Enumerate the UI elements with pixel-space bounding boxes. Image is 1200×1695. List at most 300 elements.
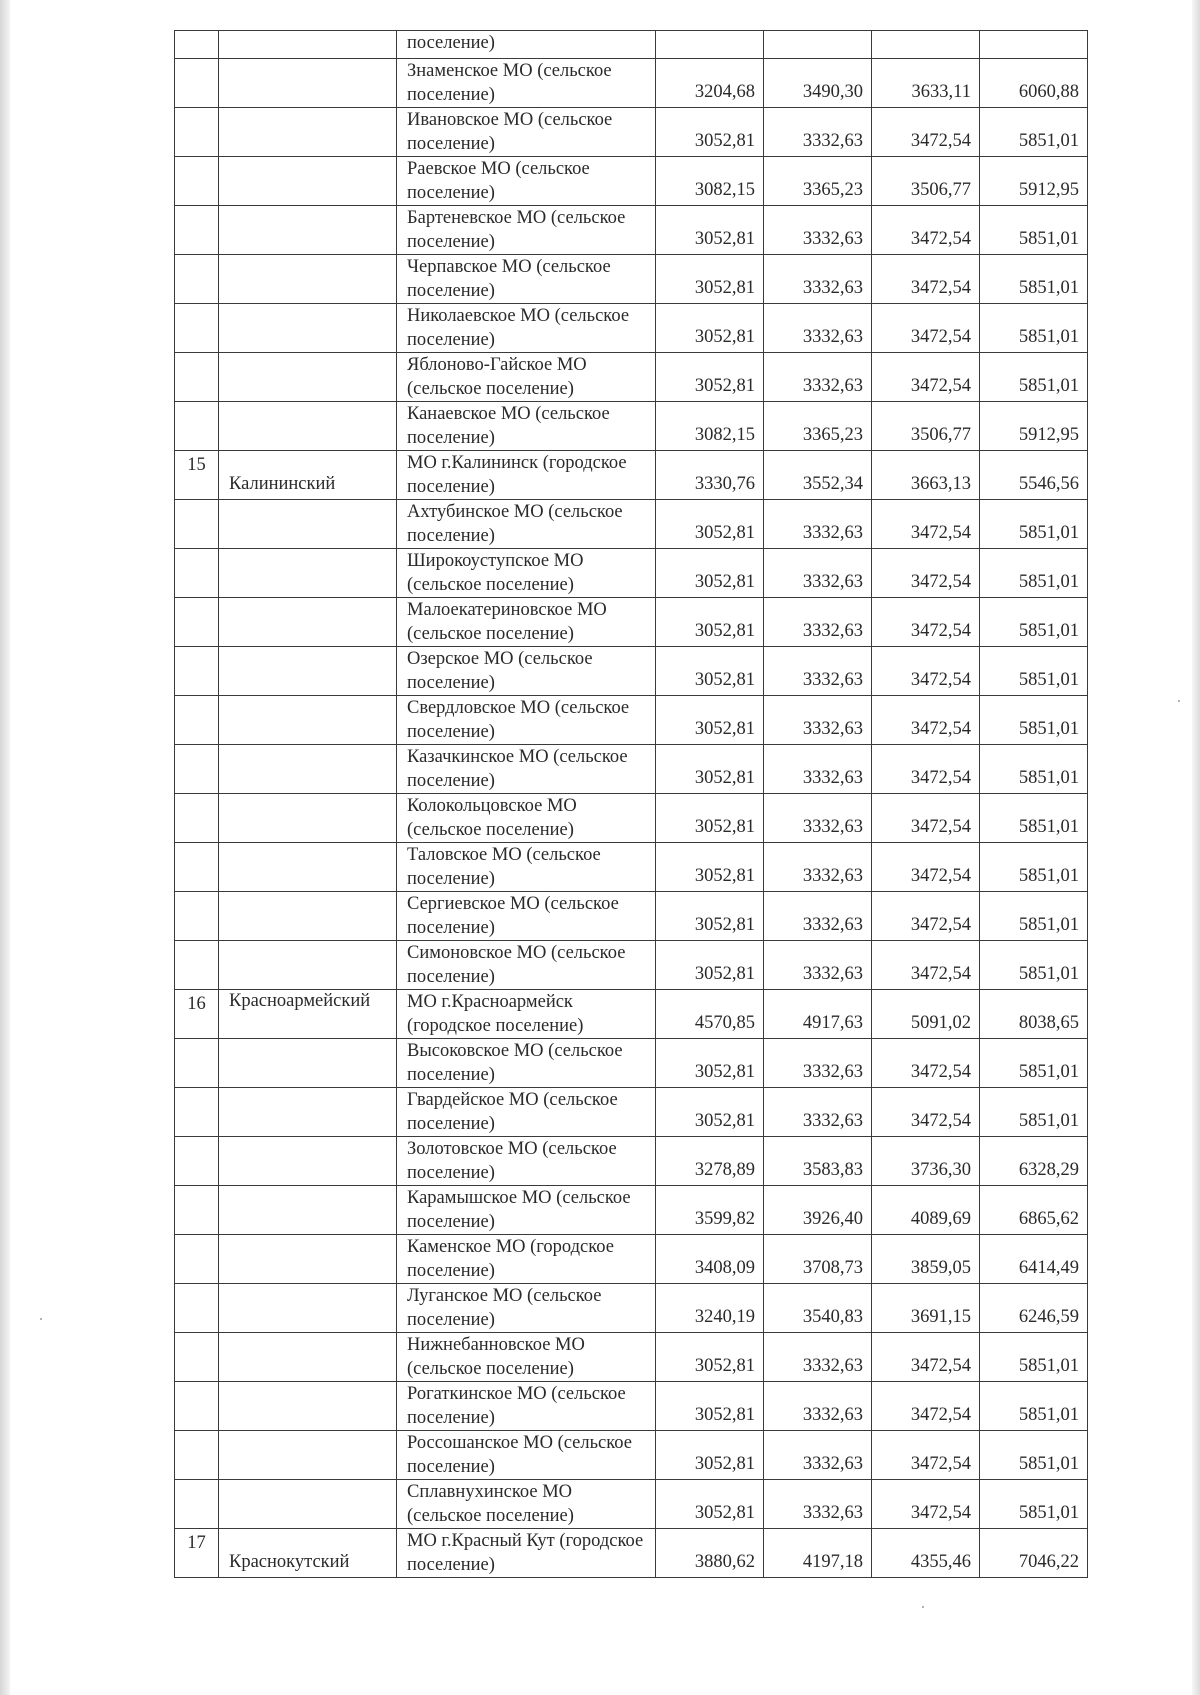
value-text-4: 5546,56 [1018, 474, 1079, 494]
value-cell-4 [980, 1284, 1088, 1333]
value-text-1: 3052,81 [694, 131, 755, 151]
district-text [219, 1137, 396, 1159]
value-cell-4 [980, 1333, 1088, 1382]
value-text-3: 3472,54 [910, 131, 971, 151]
value-text-3: 3472,54 [910, 1454, 971, 1474]
value-cell-1 [656, 794, 764, 843]
value-cell-1 [656, 941, 764, 990]
municipality-text: Озерское МО (сельское поселение) [407, 649, 593, 693]
district-text [219, 794, 396, 816]
value-text-3: 5091,02 [910, 1013, 971, 1033]
value-text-2: 3332,63 [802, 1454, 863, 1474]
municipality-cell [397, 794, 656, 843]
value-cell-2 [764, 794, 872, 843]
municipality-text: Таловское МО (сельское поселение) [407, 845, 601, 889]
row-number-text [175, 1137, 218, 1141]
table-row [175, 696, 1088, 745]
value-cell-1 [656, 31, 764, 59]
value-text-1: 4570,85 [694, 1013, 755, 1033]
value-text-1: 3052,81 [694, 817, 755, 837]
municipality-cell [397, 1284, 656, 1333]
value-cell-3 [872, 255, 980, 304]
row-number-cell [175, 157, 219, 206]
row-number-text [175, 1382, 218, 1386]
value-cell-3 [872, 647, 980, 696]
value-cell-4 [980, 647, 1088, 696]
value-text-3: 3472,54 [910, 327, 971, 347]
value-text-3: 3472,54 [910, 229, 971, 249]
row-number-cell [175, 1382, 219, 1431]
value-text-1: 3599,82 [694, 1209, 755, 1229]
value-text-4: 5851,01 [1018, 523, 1079, 543]
municipality-text: Бартеневское МО (сельское поселение) [407, 208, 626, 252]
value-text-1: 3052,81 [694, 915, 755, 935]
value-cell-1 [656, 990, 764, 1039]
row-number-text [175, 941, 218, 945]
row-number-text [175, 1235, 218, 1239]
value-text-1: 3052,81 [694, 1111, 755, 1131]
district-text [219, 745, 396, 767]
value-text-2: 3332,63 [802, 670, 863, 690]
municipality-text: МО г.Калининск (городское поселение) [407, 453, 627, 497]
municipality-text: Россошанское МО (сельское поселение) [407, 1433, 632, 1477]
municipality-cell [397, 1039, 656, 1088]
tariff-table [174, 30, 1088, 1578]
district-cell [219, 1529, 397, 1578]
value-cell-2 [764, 1284, 872, 1333]
value-text-1: 3052,81 [694, 523, 755, 543]
value-text-2: 3926,40 [802, 1209, 863, 1229]
municipality-text: Малоекатериновское МО (сельское поселение) [407, 600, 607, 644]
district-text: Краснокутский [229, 1552, 350, 1572]
value-cell-3 [872, 794, 980, 843]
row-number-text [175, 1039, 218, 1043]
table-row [175, 892, 1088, 941]
municipality-cell [397, 1088, 656, 1137]
value-text-1: 3052,81 [694, 866, 755, 886]
table-row [175, 843, 1088, 892]
value-text-2: 3540,83 [802, 1307, 863, 1327]
district-text: Калининский [229, 474, 336, 494]
table-row [175, 1382, 1088, 1431]
municipality-cell [397, 1382, 656, 1431]
value-cell-1 [656, 1529, 764, 1578]
district-text [219, 1186, 396, 1208]
value-text-4: 5851,01 [1018, 376, 1079, 396]
value-text-4: 5912,95 [1018, 180, 1079, 200]
row-number-text [175, 1186, 218, 1190]
value-text-3: 3633,11 [911, 82, 971, 102]
value-cell-2 [764, 304, 872, 353]
row-number-text [175, 794, 218, 798]
table-row [175, 1235, 1088, 1284]
value-text-4: 5851,01 [1018, 572, 1079, 592]
municipality-text: Рогаткинское МО (сельское поселение) [407, 1384, 626, 1428]
row-number-text [175, 157, 218, 161]
value-cell-4 [980, 1235, 1088, 1284]
value-cell-4 [980, 990, 1088, 1039]
municipality-text: Симоновское МО (сельское поселение) [407, 943, 626, 987]
municipality-text: Высоковское МО (сельское поселение) [407, 1041, 623, 1085]
value-cell-4 [980, 941, 1088, 990]
row-number-cell [175, 1137, 219, 1186]
table-row-continued [175, 31, 1088, 59]
value-cell-4 [980, 59, 1088, 108]
value-cell-1 [656, 1431, 764, 1480]
district-text [219, 549, 396, 571]
value-text-3: 4089,69 [910, 1209, 971, 1229]
value-text-1: 3240,19 [694, 1307, 755, 1327]
value-text-2: 3552,34 [802, 474, 863, 494]
value-cell-2 [764, 1235, 872, 1284]
value-text-4: 6865,62 [1018, 1209, 1079, 1229]
row-number-cell [175, 353, 219, 402]
municipality-cell [397, 1480, 656, 1529]
district-cell [219, 451, 397, 500]
value-text-4: 6414,49 [1018, 1258, 1079, 1278]
value-cell-2 [764, 598, 872, 647]
value-cell-1 [656, 157, 764, 206]
table-row [175, 59, 1088, 108]
table-row [175, 500, 1088, 549]
value-text-4: 5851,01 [1018, 1503, 1079, 1523]
value-text-1: 3052,81 [694, 327, 755, 347]
value-cell-4 [980, 1039, 1088, 1088]
row-number-cell [175, 745, 219, 794]
value-cell-1 [656, 255, 764, 304]
district-text [219, 304, 396, 326]
value-cell-4 [980, 157, 1088, 206]
row-number-text [175, 745, 218, 749]
scan-speck [922, 1606, 924, 1608]
value-text-3: 3472,54 [910, 964, 971, 984]
row-number-cell [175, 990, 219, 1039]
municipality-cell [397, 941, 656, 990]
municipality-text: МО г.Красный Кут (городское поселение) [407, 1531, 644, 1575]
value-cell-2 [764, 696, 872, 745]
value-cell-4 [980, 549, 1088, 598]
table-row [175, 304, 1088, 353]
district-text [219, 500, 396, 522]
value-text-1: 3052,81 [694, 964, 755, 984]
value-cell-4 [980, 255, 1088, 304]
value-text-2: 3332,63 [802, 1503, 863, 1523]
value-text-3: 3472,54 [910, 866, 971, 886]
value-text-1: 3052,81 [694, 1454, 755, 1474]
municipality-cell [397, 647, 656, 696]
row-number-text [175, 353, 218, 357]
value-cell-2 [764, 157, 872, 206]
value-cell-4 [980, 108, 1088, 157]
value-cell-4 [980, 1382, 1088, 1431]
table-row [175, 941, 1088, 990]
district-cell [219, 990, 397, 1039]
value-text-2: 3332,63 [802, 572, 863, 592]
municipality-name: поселение) [407, 33, 495, 53]
row-number-cell [175, 31, 219, 59]
value-text-1: 3052,81 [694, 768, 755, 788]
row-number-text [175, 892, 218, 896]
municipality-cell [397, 1235, 656, 1284]
value-cell-2 [764, 892, 872, 941]
municipality-text: Золотовское МО (сельское поселение) [407, 1139, 617, 1183]
value-text-3: 3472,54 [910, 1111, 971, 1131]
row-number-cell [175, 647, 219, 696]
table-row [175, 598, 1088, 647]
value-text-4: 5851,01 [1018, 964, 1079, 984]
district-text [219, 1039, 396, 1061]
value-cell-4 [980, 31, 1088, 59]
value-cell-3 [872, 1333, 980, 1382]
value-text-2: 3332,63 [802, 768, 863, 788]
value-text-1: 3082,15 [694, 425, 755, 445]
district-cell [219, 1186, 397, 1235]
municipality-text: Николаевское МО (сельское поселение) [407, 306, 630, 350]
municipality-cell [397, 1186, 656, 1235]
value-cell-1 [656, 1333, 764, 1382]
value-cell-1 [656, 206, 764, 255]
municipality-cell [397, 1529, 656, 1578]
district-cell [219, 500, 397, 549]
value-cell-1 [656, 108, 764, 157]
row-number-cell [175, 108, 219, 157]
value-cell-4 [980, 1529, 1088, 1578]
value-text-2: 3332,63 [802, 1405, 863, 1425]
value-text-2: 3583,83 [802, 1160, 863, 1180]
value-text-3: 3472,54 [910, 1062, 971, 1082]
municipality-cell [397, 990, 656, 1039]
value-text-1: 3082,15 [694, 180, 755, 200]
row-number-cell [175, 59, 219, 108]
district-text [219, 892, 396, 914]
row-number-cell [175, 1529, 219, 1578]
value-text-2: 3332,63 [802, 327, 863, 347]
municipality-cell [397, 892, 656, 941]
value-text-4: 5851,01 [1018, 327, 1079, 347]
municipality-cell [397, 157, 656, 206]
municipality-text: Колокольцовское МО (сельское поселение) [407, 796, 577, 840]
value-text-4: 5851,01 [1018, 1405, 1079, 1425]
municipality-text: Сергиевское МО (сельское поселение) [407, 894, 619, 938]
row-number-text: 17 [187, 1533, 206, 1553]
value-cell-3 [872, 696, 980, 745]
value-text-1: 3278,89 [694, 1160, 755, 1180]
value-text-3: 3691,15 [910, 1307, 971, 1327]
district-cell [219, 1235, 397, 1284]
table-row [175, 647, 1088, 696]
municipality-text: Канаевское МО (сельское поселение) [407, 404, 610, 448]
scan-speck [1178, 700, 1180, 702]
value-cell-3 [872, 31, 980, 59]
district-text [219, 353, 396, 375]
scan-page-edge-left [0, 0, 10, 1695]
value-text-3: 3736,30 [910, 1160, 971, 1180]
table-row [175, 157, 1088, 206]
value-text-3: 3472,54 [910, 719, 971, 739]
value-cell-3 [872, 843, 980, 892]
district-text [219, 1284, 396, 1306]
row-number-text [175, 304, 218, 308]
municipality-cell [397, 451, 656, 500]
municipality-text: Раевское МО (сельское поселение) [407, 159, 590, 203]
value-cell-4 [980, 598, 1088, 647]
value-text-2: 3365,23 [802, 180, 863, 200]
scan-page-edge-right [1192, 0, 1200, 1695]
table-row [175, 1480, 1088, 1529]
district-cell [219, 598, 397, 647]
value-cell-1 [656, 59, 764, 108]
value-text-3: 3472,54 [910, 572, 971, 592]
row-number-cell [175, 402, 219, 451]
municipality-text: Каменское МО (городское поселение) [407, 1237, 614, 1281]
row-number-text [175, 206, 218, 210]
value-text-2: 4197,18 [802, 1552, 863, 1572]
row-number-cell [175, 696, 219, 745]
municipality-cell [397, 304, 656, 353]
value-cell-4 [980, 892, 1088, 941]
municipality-text: Сплавнухинское МО (сельское поселение) [407, 1482, 574, 1526]
municipality-cell [397, 1137, 656, 1186]
value-cell-1 [656, 696, 764, 745]
municipality-cell [397, 500, 656, 549]
value-cell-1 [656, 1186, 764, 1235]
district-text [219, 647, 396, 669]
value-text-1: 3330,76 [694, 474, 755, 494]
value-text-1: 3052,81 [694, 1356, 755, 1376]
value-cell-2 [764, 1186, 872, 1235]
value-cell-3 [872, 1137, 980, 1186]
value-text-1: 3880,62 [694, 1552, 755, 1572]
row-number-text [175, 59, 218, 63]
value-text-1: 3052,81 [694, 1405, 755, 1425]
row-number-cell [175, 549, 219, 598]
value-text-4: 5851,01 [1018, 719, 1079, 739]
value-cell-1 [656, 745, 764, 794]
value-cell-3 [872, 206, 980, 255]
district-cell [219, 794, 397, 843]
value-cell-1 [656, 1480, 764, 1529]
value-cell-2 [764, 745, 872, 794]
district-cell [219, 745, 397, 794]
value-text-2: 3365,23 [802, 425, 863, 445]
row-number-text [175, 1333, 218, 1337]
value-text-3: 4355,46 [910, 1552, 971, 1572]
value-text-2: 3332,63 [802, 1356, 863, 1376]
district-text [219, 843, 396, 865]
tariff-table-body [175, 31, 1088, 1578]
value-cell-4 [980, 843, 1088, 892]
row-number-text [175, 1480, 218, 1484]
table-row [175, 1431, 1088, 1480]
row-number-cell [175, 598, 219, 647]
district-text [219, 157, 396, 179]
value-text-3: 3472,54 [910, 376, 971, 396]
value-text-4: 5851,01 [1018, 621, 1079, 641]
row-number-cell [175, 1235, 219, 1284]
value-cell-4 [980, 1137, 1088, 1186]
value-text-1: 3408,09 [694, 1258, 755, 1278]
value-cell-2 [764, 1039, 872, 1088]
district-text [219, 1333, 396, 1355]
value-cell-3 [872, 1284, 980, 1333]
value-text-4: 7046,22 [1018, 1552, 1079, 1572]
value-cell-1 [656, 402, 764, 451]
value-cell-2 [764, 206, 872, 255]
value-text-2: 3332,63 [802, 131, 863, 151]
value-cell-3 [872, 1480, 980, 1529]
value-cell-3 [872, 108, 980, 157]
value-text-2: 3708,73 [802, 1258, 863, 1278]
row-number-cell [175, 794, 219, 843]
value-text-2: 3332,63 [802, 964, 863, 984]
value-cell-3 [872, 304, 980, 353]
value-text-3: 3472,54 [910, 1405, 971, 1425]
value-text-4: 5851,01 [1018, 915, 1079, 935]
row-number-cell [175, 843, 219, 892]
table-row [175, 745, 1088, 794]
district-text [219, 1088, 396, 1110]
value-cell-2 [764, 1137, 872, 1186]
value-text-1: 3052,81 [694, 376, 755, 396]
district-cell [219, 304, 397, 353]
row-number-text [175, 696, 218, 700]
municipality-cell [397, 108, 656, 157]
table-row [175, 549, 1088, 598]
value-text-4: 5851,01 [1018, 1111, 1079, 1131]
district-text: Красноармейский [229, 991, 371, 1011]
value-cell-3 [872, 451, 980, 500]
table-row [175, 1284, 1088, 1333]
row-number-cell [175, 451, 219, 500]
municipality-text: Казачкинское МО (сельское поселение) [407, 747, 628, 791]
row-number-text [175, 598, 218, 602]
row-number-cell [175, 1039, 219, 1088]
value-cell-2 [764, 990, 872, 1039]
value-cell-4 [980, 1431, 1088, 1480]
value-cell-1 [656, 843, 764, 892]
value-cell-3 [872, 500, 980, 549]
district-text [219, 1480, 396, 1502]
value-cell-3 [872, 892, 980, 941]
value-text-2: 3332,63 [802, 1111, 863, 1131]
value-text-1: 3052,81 [694, 670, 755, 690]
district-cell [219, 549, 397, 598]
scan-speck [40, 1318, 42, 1320]
value-text-3: 3506,77 [910, 180, 971, 200]
value-cell-1 [656, 1235, 764, 1284]
table-row [175, 1186, 1088, 1235]
value-text-3: 3472,54 [910, 1356, 971, 1376]
value-cell-2 [764, 255, 872, 304]
value-cell-2 [764, 59, 872, 108]
value-cell-2 [764, 31, 872, 59]
value-cell-1 [656, 598, 764, 647]
row-number-cell [175, 1431, 219, 1480]
municipality-text: МО г.Красноармейск (городское поселение) [407, 992, 584, 1036]
value-cell-3 [872, 1039, 980, 1088]
district-cell [219, 1039, 397, 1088]
value-cell-1 [656, 647, 764, 696]
district-text [219, 1235, 396, 1257]
value-cell-4 [980, 1088, 1088, 1137]
municipality-cell [397, 206, 656, 255]
district-cell [219, 255, 397, 304]
value-cell-3 [872, 941, 980, 990]
value-cell-4 [980, 402, 1088, 451]
value-cell-3 [872, 990, 980, 1039]
row-number-text: 15 [187, 455, 206, 475]
row-number-text [175, 1088, 218, 1092]
